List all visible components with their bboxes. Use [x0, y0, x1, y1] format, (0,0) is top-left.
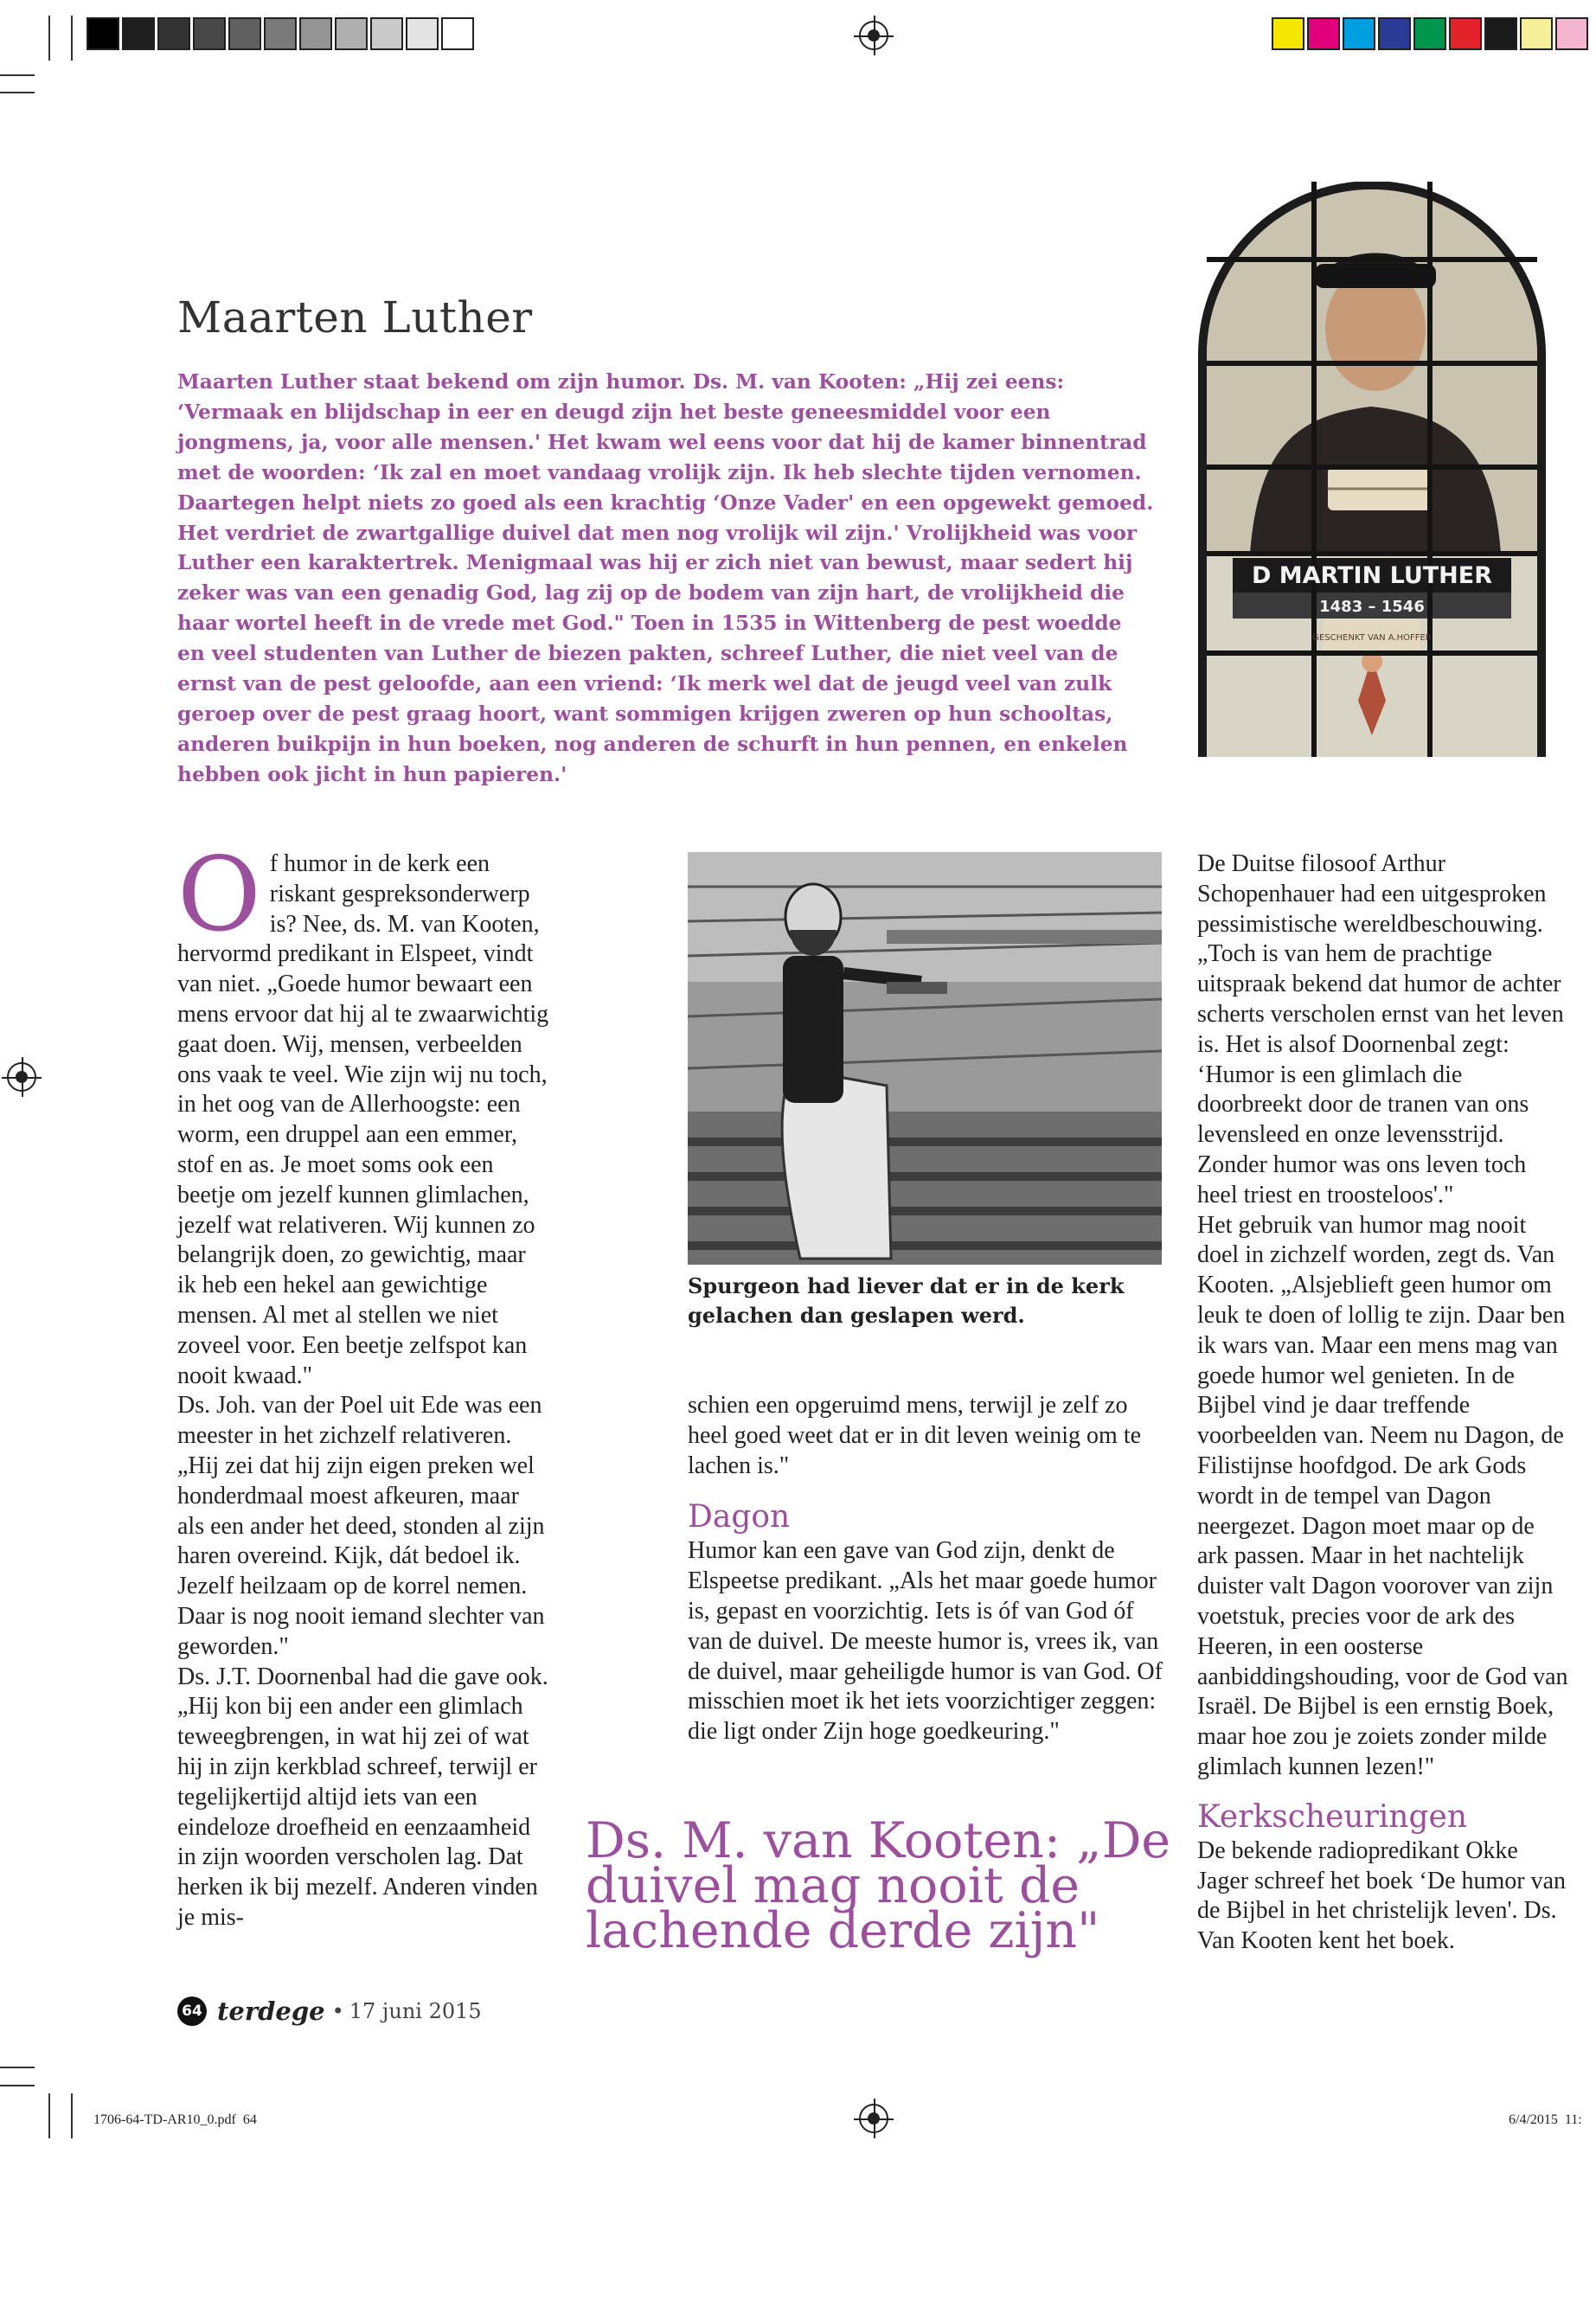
- magazine-brand: terdege: [217, 1997, 325, 2026]
- color-swatch: [1520, 17, 1553, 50]
- gray-swatch: [228, 17, 261, 50]
- subheading-kerkscheuringen: Kerkscheuringen: [1197, 1798, 1468, 1835]
- color-swatch: [1378, 17, 1411, 50]
- subheading-dagon: Dagon: [688, 1499, 791, 1535]
- column-1-paragraph-1: f humor in de kerk een riskant gespreksonderwerp is? Nee, ds. M. van Kooten, hervormd predikant in Elspeet, vindt van niet. „Goede humor bewaart een mens ervoor dat hij al te zwaarwichtig gaat doen. Wij, mensen, verbeelden ons vaak te veel. Wie zijn wij nu toch, in het oog van de Allerhoogste: een worm, een druppel aan een emmer, stof en as. Je moet soms ook een beetje om jezelf kunnen glimlachen, jezelf wat relativeren. Wij kunnen zo belangrijk doen, zo gewichtig, maar ik heb een hekel aan gewichtige mensen. Al met al stellen we niet zoveel voor. Een beetje zelfspot kan nooit kwaad.": [177, 850, 549, 1389]
- color-swatch: [1555, 17, 1588, 50]
- slug-date: 6/4/2015 11:: [1509, 2112, 1582, 2127]
- pull-quote: Ds. M. van Kooten: „De duivel mag nooit de lachende derde zijn": [586, 1812, 1171, 1959]
- window-donor: GESCHENKT VAN A.HOFFER: [1312, 633, 1432, 643]
- column-1-paragraph-2: Ds. Joh. van der Poel uit Ede was een meester in het zichzelf relativeren. „Hij zei dat hij zijn eigen preken wel honderdmaal moest afkeuren, maar als een ander het deed, stonden al zijn haren overeind. Kijk, dát bedoel ik. Jezelf heilzaam op de korrel nemen. Daar is nog nooit iemand slechter van geworden.": [177, 1392, 545, 1660]
- color-swatch: [1413, 17, 1446, 50]
- color-swatch: [1272, 17, 1304, 50]
- gray-swatch: [264, 17, 297, 50]
- crop-mark: [48, 2093, 50, 2138]
- intro-paragraph: Maarten Luther staat bekend om zijn humor. Ds. M. van Kooten: „Hij zei eens: ‘Vermaak en blijdschap in eer en deugd zijn het beste geneesmiddel voor een jongmens, ja, voor alle mensen.' Het kwam wel eens voor dat hij de kamer binnentrad met de woorden: ‘Ik zal en moet vandaag vrolijk zijn. Ik heb slechte tijden vernomen. Daartegen helpt niets zo goed als een krachtig ‘Onze Vader' en een opgewekt gemoed. Het verdriet de zwartgallige duivel dat men nog vrolijk wil zijn.' Vrolijkheid was voor Luther een karaktertrek. Menigmaal was hij er zich niet van bewust, maar sedert hij zeker was van een genadig God, lag zij op de bodem van zijn hart, de vrolijkheid die haar wortel heeft in de vrede met God." Toen in 1535 in Wittenberg de pest woedde en veel studenten van Luther de biezen pakten, schreef Luther, die niet veel van de ernst van de pest geloofde, aan een vriend: ‘Ik merk wel dat de jeugd veel van zulk geroep over de pest graag hoort, want sommigen krijgen zweren op hun schooltas, anderen buikpijn in hun boeken, nog anderen de schurft in hun pennen, en enkelen hebben ook jicht in hun papieren.': [177, 370, 1154, 786]
- crop-mark: [0, 2085, 35, 2086]
- color-swatch: [1484, 17, 1517, 50]
- gray-swatch: [122, 17, 155, 50]
- drop-cap: O: [177, 835, 261, 954]
- slug-filename: 1706-64-TD-AR10_0.pdf 64: [93, 2112, 257, 2127]
- spurgeon-preaching-image: [688, 852, 1162, 1265]
- page-number: 64: [177, 1997, 207, 2026]
- gray-swatch: [299, 17, 332, 50]
- registration-mark: [859, 21, 888, 50]
- column-2-paragraph-2: Humor kan een gave van God zijn, denkt de Elspeetse predikant. „Als het maar goede humor is, gepast en voorzichtig. Iets is óf van God óf van de duivel. De meeste humor is, vrees ik, van de duivel, maar geheiligde humor is van God. Of misschien moet ik het iets voorzichtiger zeggen: die ligt onder Zijn hoge goedkeuring.": [688, 1537, 1163, 1746]
- color-swatch: [1449, 17, 1482, 50]
- crop-mark: [71, 2093, 73, 2138]
- page-footer: [177, 1992, 482, 2030]
- crop-mark: [71, 16, 73, 61]
- article-title: Maarten Luther: [177, 292, 533, 343]
- crop-mark: [0, 92, 35, 93]
- column-1: [177, 835, 549, 1933]
- gray-swatch: [441, 17, 474, 50]
- gray-swatch: [157, 17, 190, 50]
- photo-caption: Spurgeon had liever dat er in de kerk gelachen dan geslapen werd.: [688, 1273, 1125, 1328]
- issue-date: 17 juni 2015: [349, 1999, 482, 2023]
- registration-mark: [7, 1062, 36, 1092]
- crop-mark: [0, 74, 35, 76]
- gray-swatch: [193, 17, 226, 50]
- column-3-paragraph-3: De bekende radiopredikant Okke Jager schreef het boek ‘De humor van de Bijbel in het christelijk leven'. Ds. Van Kooten kent het boek.: [1197, 1836, 1567, 1955]
- window-years: 1483 – 1546: [1319, 598, 1425, 616]
- column-2: [688, 1391, 1165, 1747]
- column-1-paragraph-3: Ds. J.T. Doornenbal had die gave ook. „Hij kon bij een ander een glimlach teweegbrengen, in wat hij zei of wat hij in zijn kerkblad schreef, terwijl er tegelijkertijd altijd iets van een eindeloze droefheid en eenzaamheid in zijn woorden verscholen lag. Dat herken ik bij mezelf. Anderen vinden je mis-: [177, 1663, 548, 1931]
- column-2-paragraph-1: schien een opgeruimd mens, terwijl je zelf zo heel goed weet dat er in dit leven weinig om te lachen is.": [688, 1392, 1142, 1479]
- gray-swatch: [406, 17, 439, 50]
- window-inscription: D MARTIN LUTHER: [1251, 562, 1493, 589]
- registration-mark: [859, 2104, 888, 2133]
- gray-swatch: [370, 17, 403, 50]
- column-3-paragraph-2: Het gebruik van humor mag nooit doel in zichzelf worden, zegt ds. Van Kooten. „Alsjeblieft geen humor om leuk te doen of lollig te zijn. Daar ben ik wars van. Maar een mens mag van goede humor wel genieten. In de Bijbel vind je daar treffende voorbeelden van. Neem nu Dagon, de Filistijnse hoofdgod. De ark Gods wordt in de tempel van Dagon neergezet. Dagon moet maar op de ark passen. Maar in het nachtelijk duister valt Dagon voorover van zijn voetstuk, precies voor de ark des Heeren, in een oosterse aanbiddingshouding, voor de God van Israël. De Bijbel is een ernstig Boek, maar hoe zou je zoiets zonder milde glimlach kunnen lezen!": [1197, 1211, 1568, 1780]
- gray-swatch: [335, 17, 368, 50]
- crop-mark: [48, 16, 50, 61]
- column-3: [1197, 849, 1569, 1957]
- column-3-paragraph-1: De Duitse filosoof Arthur Schopenhauer had een uitgesproken pessimistische wereldbeschouwing. „Toch is van hem de prachtige uitspraak bekend dat humor de achter scherts verscholen ernst van het leven is. Het is alsof Doornenbal zegt: ‘Humor is een glimlach die doorbreekt door de tranen van ons levensleed en onze levensstrijd. Zonder humor was ons leven toch heel triest en troosteloos'.": [1197, 850, 1564, 1208]
- gray-swatch: [87, 17, 119, 50]
- luther-stained-glass-image: [1198, 182, 1546, 757]
- footer-separator: •: [331, 1999, 344, 2023]
- crop-mark: [0, 2067, 35, 2068]
- color-swatch: [1343, 17, 1375, 50]
- color-swatch: [1307, 17, 1340, 50]
